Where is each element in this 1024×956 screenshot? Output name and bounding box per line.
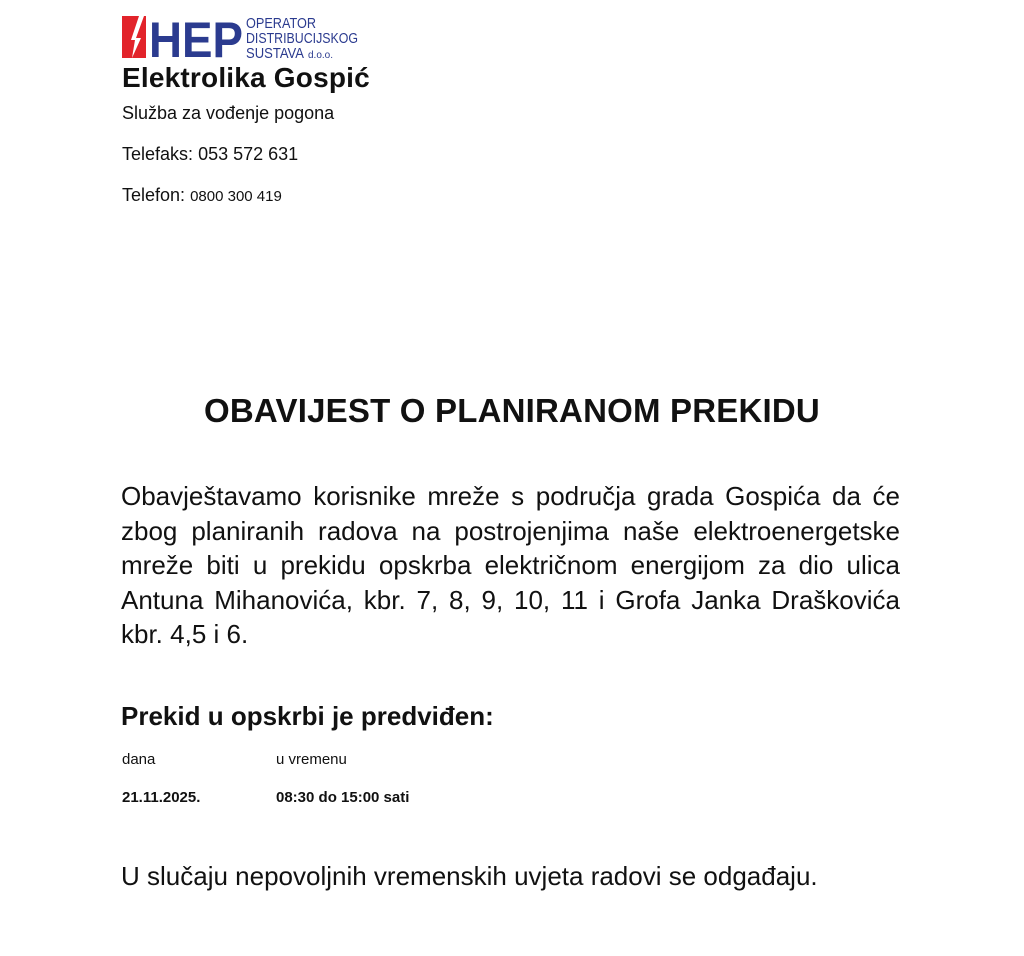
time-value: 08:30 do 15:00 sati [276,789,410,806]
logo-line-1: OPERATOR [246,15,317,32]
footer-note: U slučaju nepovoljnih vremenskih uvjeta radovi se odgađaju. [121,861,818,891]
phone-label: Telefon: [122,185,186,205]
hep-logo [122,12,362,68]
hep-logo-graphic [122,12,362,68]
notice-title: OBAVIJEST O PLANIRANOM PREKIDU [204,392,820,429]
time-label: u vremenu [276,751,347,768]
notice-body: Obavještavamo korisnike mreže s područja grada Gospića da će zbog planiranih radova na postrojenjima naše elektroenergetske mreže biti u prekidu opskrba električnom energijom za dio ulica Antuna Mihanovića, kbr. 7, 8, 9, 10, 11 i Grofa Janka Draškovića kbr. 4,5 i 6. [121,481,900,649]
org-name: Elektrolika Gospić [122,62,370,93]
logo-line-3: SUSTAVA [246,45,304,62]
date-label: dana [122,751,156,768]
date-value: 21.11.2025. [122,789,201,806]
service-name: Služba za vođenje pogona [122,103,335,123]
schedule-heading: Prekid u opskrbi je predviđen: [121,701,494,731]
phone-number: 0800 300 419 [190,188,282,205]
fax-line [122,144,298,165]
logo-line-2: DISTRIBUCIJSKOG [246,30,358,47]
fax-label: Telefaks: [122,144,194,164]
logo-suffix: d.o.o. [308,50,334,61]
phone-line [122,185,282,206]
logo-brand: HEP [149,12,243,68]
fax-number: 053 572 631 [198,144,299,164]
